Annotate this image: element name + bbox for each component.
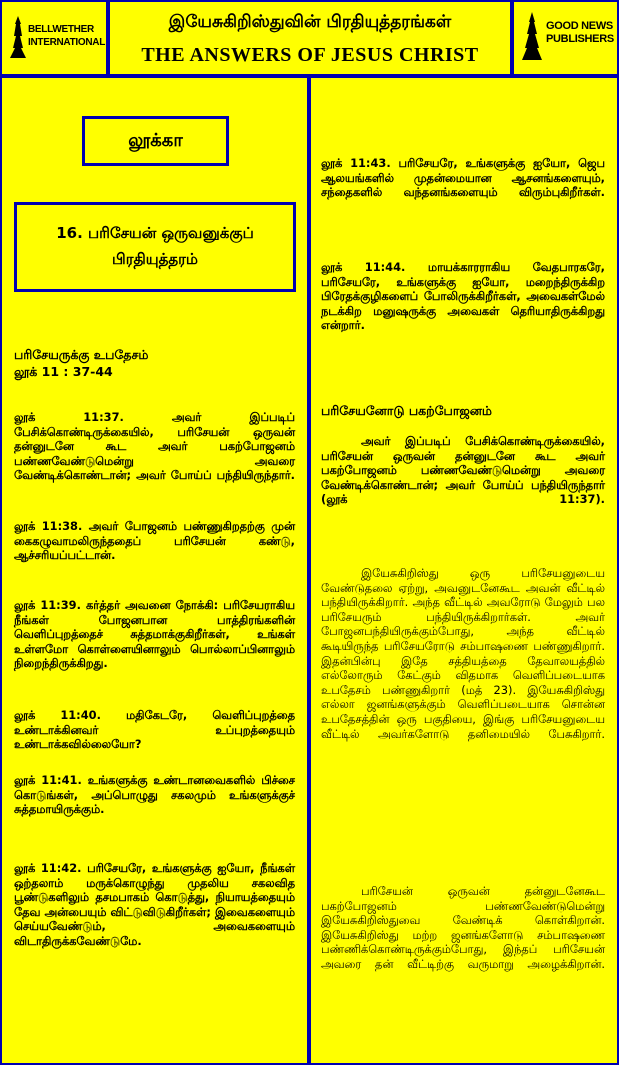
good-news-logo-text: GOOD NEWS PUBLISHERS [546, 20, 614, 45]
commentary-paragraph-2: பரிசேயன் ஒருவன் தன்னுடனேகூட பகற்போஜனம் பண்ணவேண்டுமென்று இயேசுகிறிஸ்துவை வேண்டிக் கொள்கிறான். இயேசுகிறிஸ்து மற்ற ஜனங்களோடு சம்பாஷணை பண்ணிக்கொண்டிருக்கும்போது, இந்தப் பரிசேயன் அவரை தன் வீட்டிற்கு வருமாறு அழைக்கிறான். [321, 884, 605, 971]
verse-11-37: லூக் 11:37. அவர் இப்படிப் பேசிக்கொண்டிருக்கையில், பரிசேயன் ஒருவன் தன்னுடனே கூட அவர் பகற்போஜனம் பண்ணவேண்டுமென்று அவரை வேண்டிக்கொண்டான்; அவர் போய்ப் பந்தியிருந்தார். [14, 410, 295, 483]
title-english: THE ANSWERS OF JESUS CHRIST [141, 44, 479, 66]
chapter-title: 16. பரிசேயன் ஒருவனுக்குப் பிரதியுத்தரம் [14, 202, 296, 292]
book-title: லூக்கா [82, 116, 229, 166]
left-column [2, 78, 307, 1063]
book-tower-icon [522, 12, 542, 60]
right-column [311, 78, 617, 1063]
verse-11-39: லூக் 11:39. கர்த்தர் அவனை நோக்கி: பரிசேயராகிய நீங்கள் போஜனபான பாத்திரங்களின் வெளிப்புறத்தைச் சுத்தமாக்குகிறீர்கள், உங்கள் உள்ளமோ கொள்ளையினாலும் பொல்லாப்பினாலும் நிறைந்திருக்கிறது. [14, 598, 295, 671]
section-heading-left [14, 346, 284, 380]
section-reference: லூக் 11 : 37-44 [14, 364, 113, 379]
bell-tower-icon [10, 16, 26, 58]
bellwether-logo-text: BELLWETHER INTERNATIONAL [28, 24, 106, 48]
section-heading-text: பரிசேயருக்கு உபதேசம் [14, 347, 149, 362]
verse-11-42: லூக் 11:42. பரிசேயரே, உங்களுக்கு ஐயோ, நீங்கள் ஒற்தலாம் மருக்கொழுந்து முதலிய சகலவித பூண்டுகளிலும் தசமபாகம் கொடுத்து, நியாயத்தையும் தேவ அன்பையும் விட்டுவிடுகிறீர்கள்; இவைகளையும் செய்யவேண்டும், அவைகளையும் விடாதிருக்கவேண்டுமே. [14, 861, 295, 948]
section-heading-right: பரிசேயனோடு பகற்போஜனம் [321, 403, 492, 418]
header-title-box [110, 2, 510, 74]
good-news-logo [514, 2, 617, 74]
bellwether-logo [2, 2, 106, 74]
title-tamil: இயேசுகிறிஸ்துவின் பிரதியுத்தரங்கள் [168, 12, 452, 32]
intro-paragraph: அவர் இப்படிப் பேசிக்கொண்டிருக்கையில், பரிசேயன் ஒருவன் தன்னுடனே கூட அவர் பகற்போஜனம் பண்ணவேண்டுமென்று அவரை வேண்டிக்கொண்டான்; அவர் போய்ப் பந்தியிருந்தார் (லூக் 11:37). [321, 434, 605, 507]
verse-11-41: லூக் 11:41. உங்களுக்கு உண்டானவைகளில் பிச்சை கொடுங்கள், அப்பொழுது சகலமும் உங்களுக்குச் சுத்தமாயிருக்கும். [14, 773, 295, 817]
verse-11-38: லூக் 11:38. அவர் போஜனம் பண்ணுகிறதற்கு முன் கைகழுவாமலிருந்ததைப் பரிசேயன் கண்டு, ஆச்சரியப்பட்டான். [14, 519, 295, 563]
verse-11-40: லூக் 11:40. மதிகேடரே, வெளிப்புறத்தை உண்டாக்கினவர் உப்புறத்தையும் உண்டாக்கவில்லையோ? [14, 708, 295, 752]
verse-11-43: லூக் 11:43. பரிசேயரே, உங்களுக்கு ஐயோ, ஜெப ஆலயங்களில் முதன்மையான ஆசனங்களையும், சந்தைகளில் வந்தனங்களையும் விரும்புகிறீர்கள். [321, 156, 605, 200]
verse-11-44: லூக் 11:44. மாயக்காரராகிய வேதபாரகரே, பரிசேயரே, உங்களுக்கு ஐயோ, மறைந்திருக்கிற பிரேதக்குழிகளைப் போலிருக்கிறீர்கள், அவைகள்மேல் நடக்கிற மனுஷருக்கு அவைகள் தெரியாதிருக்கிறது என்றார். [321, 260, 605, 333]
commentary-paragraph-1: இயேசுகிறிஸ்து ஒரு பரிசேயனுடைய வேண்டுதலை ஏற்று, அவனுடனேகூட அவன் வீட்டில் பந்தியிருக்கிறார். அந்த வீட்டில் அவரோடு மேலும் பல பரிசேயரும் பந்தியிருக்கிறார்கள். அவர் போஜனபந்தியிருக்கும்போது, அந்த வீட்டில் கூடியிருந்த பரிசேயரோடு சம்பாஷணை பண்ணுகிறார். இதன்பின்பு இதே சத்தியத்தை தேவாலயத்தில் எல்லோரும் கேட்கும் விதமாக வெளிப்படையாக உபதேசம் பண்ணுகிறார் (மத் 23). இயேசுகிறிஸ்து எல்லா ஜனங்களுக்கும் வெளிப்படையாக சொன்ன உபதேசத்தின் ஒரு பகுதியை, இங்கு பரிசேயனுடைய வீட்டில் அவர்களோடு தனிமையில் பேசுகிறார். [321, 566, 605, 741]
